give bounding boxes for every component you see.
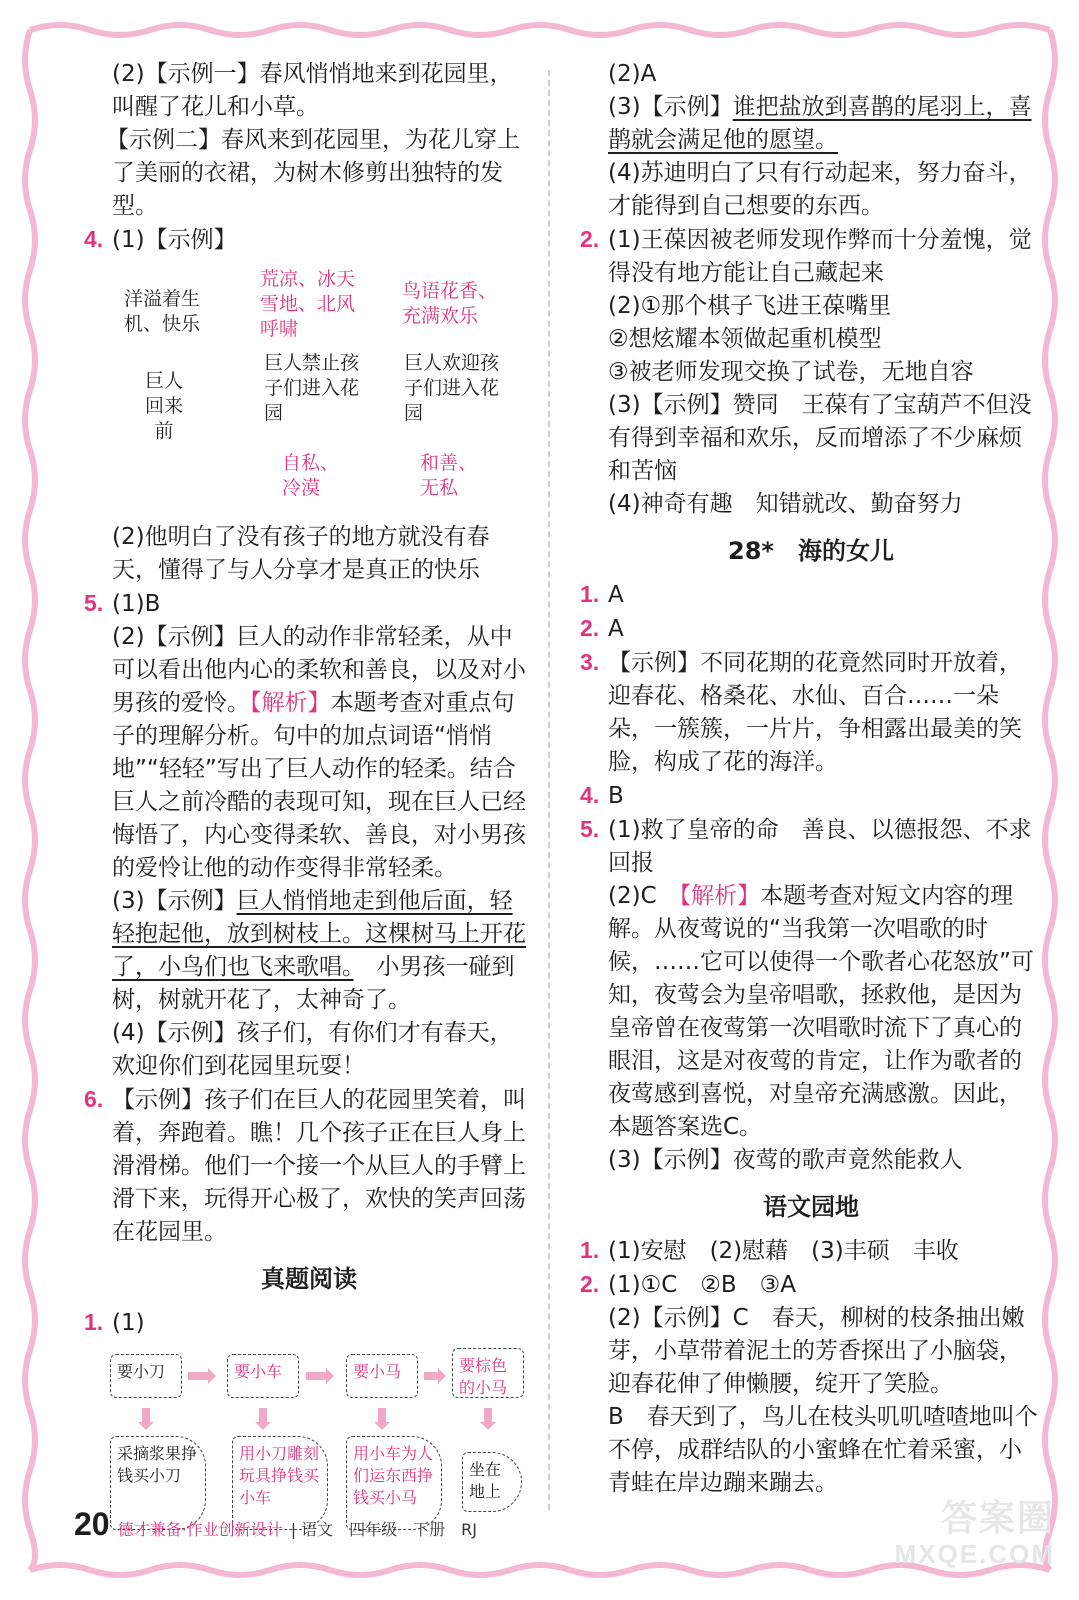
- answer-text: (1)①C ②B ③A: [608, 1272, 797, 1298]
- answer-text: (4)苏迪明白了只有行动起来，努力奋斗，才能得到自己想要的东西。: [608, 160, 1032, 219]
- question-1: [84, 1306, 534, 1340]
- answer-text: 【示例二】春风来到花园里，为花儿穿上了美丽的衣裙，为树木修剪出独特的发型。: [106, 127, 520, 219]
- question-number: 1.: [580, 1237, 600, 1263]
- answer-text: B: [608, 783, 624, 809]
- answer-text: 【示例】孩子们在巨人的花园里笑着，叫着，奔跑着。瞧！几个孩子正在巨人身上滑滑梯。他们一个接一个从巨人的手臂上滑下来，玩得开心极了，欢快的笑声回荡在花园里。: [112, 1087, 526, 1245]
- flow-box: 用小刀雕刻玩具挣钱买小车: [232, 1436, 328, 1530]
- question-number: 5.: [580, 816, 600, 842]
- question-3: [580, 646, 1042, 779]
- diagram-cell: 荒凉、冰天雪地、北风呼啸: [260, 268, 356, 340]
- answer-text: (2)A: [608, 61, 657, 87]
- answer-text: ③被老师发现交换了试卷，无地自容: [608, 359, 974, 385]
- question-1: [580, 1234, 1042, 1268]
- answer-text: (2)【示例】巨人的动作非常轻柔，从中可以看出他内心的柔软和善良，以及对小男孩的爱怜。: [112, 624, 526, 716]
- page-footer: [74, 1506, 477, 1546]
- question-number: 2.: [580, 1271, 600, 1297]
- question-number: 1.: [580, 581, 600, 607]
- answer-text: (1): [112, 1310, 145, 1336]
- underlined-text: 谁把盐放到喜鹊的尾羽上，喜鹊就会满足他的愿望。: [608, 94, 1032, 153]
- answer-text: [84, 621, 534, 885]
- question-2: [580, 223, 1042, 290]
- question-6: [84, 1083, 534, 1249]
- answer-text: [580, 91, 1042, 157]
- diagram-cell: 巨人回来前: [144, 370, 183, 442]
- question-number: 3.: [580, 649, 600, 675]
- diagram-cell: 自私、冷漠: [282, 452, 340, 499]
- question-number: 4.: [580, 782, 600, 808]
- answer-text: (4)【示例】孩子们，有你们才有春天，欢迎你们到花园里玩耍！: [112, 1020, 513, 1079]
- question-number: 4.: [84, 226, 104, 252]
- question-number: 2.: [580, 615, 600, 641]
- question-4: [84, 223, 534, 257]
- answer-text: 小男孩一碰到树，树就开花了，太神奇了。: [112, 954, 515, 1013]
- left-column: [84, 58, 534, 1546]
- question-5: [580, 813, 1042, 880]
- flow-box: 要小马: [346, 1354, 418, 1398]
- watermark-url: MXQE.COM: [894, 1539, 1055, 1569]
- answer-text: (3)【示例】夜莺的歌声竟然能救人: [608, 1147, 963, 1173]
- answer-text: (2)【示例一】春风悄悄地来到花园里，叫醒了花儿和小草。: [112, 61, 513, 120]
- column-divider: [548, 70, 550, 1510]
- answer-text: (2)【示例】C 春天，柳树的枝条抽出嫩芽，小草带着泥土的芳香探出了小脑袋，迎春花伸了伸懒腰，绽开了笑脸。: [608, 1305, 1025, 1397]
- diagram-cell: 巨人禁止孩子们进入花园: [264, 352, 360, 424]
- question-5: [84, 587, 534, 621]
- analysis-text: 本题考查对短文内容的理解。从夜莺说的“当我第一次唱歌的时候，……它可以使得一个歌者心花怒放”可知，夜莺会为皇帝唱歌，拯救他，是因为皇帝曾在夜莺第一次唱歌时流下了真心的眼泪，这是对夜莺的肯定，让作为歌者的夜莺感到喜悦，对皇帝充满感激。因此，本题答案选C。: [608, 883, 1034, 1140]
- answer-text: (1)B: [112, 591, 161, 617]
- analysis-tag: 【解析】: [250, 690, 331, 716]
- section-title: 真题阅读: [261, 1265, 357, 1293]
- question-number: 1.: [84, 1309, 104, 1335]
- mind-map-diagram: [84, 265, 534, 515]
- question-number: 6.: [84, 1086, 104, 1112]
- answer-text: (1)安慰 (2)慰藉 (3)丰硕 丰收: [608, 1238, 959, 1264]
- answer-text: (3)【示例】: [112, 888, 237, 914]
- answer-text: [580, 880, 1042, 1144]
- answer-text: (3)【示例】赞同 王葆有了宝葫芦不但没有得到幸福和欢乐，反而增添了不少麻烦和苦恼: [608, 392, 1032, 484]
- answer-text: (2)他明白了没有孩子的地方就没有春天，懂得了与人分享才是真正的快乐: [112, 524, 490, 583]
- answer-text: ②想炫耀本领做起重机模型: [608, 326, 882, 352]
- diagram-cell: 洋溢着生机、快乐: [124, 288, 201, 335]
- flow-box: 用小车为人们运东西挣钱买小马: [346, 1436, 442, 1530]
- question-number: 5.: [84, 590, 104, 616]
- section-title: 语文园地: [763, 1193, 859, 1221]
- flow-box: 要小刀: [110, 1354, 182, 1398]
- diagram-cell: 鸟语花香、充满欢乐: [402, 280, 498, 327]
- answer-text: A: [608, 582, 624, 608]
- analysis-text: 本题考查对重点句子的理解分析。句中的加点词语“悄悄地”“轻轻”写出了巨人动作的轻柔。结合巨人之前冷酷的表现可知，现在巨人已经悔悟了，内心变得柔软、善良，对小男孩的爱怜让他的动作变得非常轻柔。: [112, 690, 526, 881]
- brand-name: 德才兼备·作业创新设计: [117, 1520, 283, 1539]
- flow-box: 要小车: [227, 1354, 299, 1398]
- answer-text: (1)王葆因被老师发现作弊而十分羞愧，觉得没有地方能让自己藏起来: [608, 227, 1032, 286]
- watermark: [894, 1497, 1055, 1572]
- answer-text: B 春天到了，鸟儿在枝头叽叽喳喳地叫个不停，成群结队的小蜜蜂在忙着采蜜，小青蛙在岸边蹦来蹦去。: [608, 1404, 1038, 1496]
- question-2: [580, 612, 1042, 646]
- watermark-text: 答案圈: [940, 1497, 1055, 1538]
- answer-text: (1)救了皇帝的命 善良、以德报怨、不求回报: [608, 817, 1032, 876]
- question-4: [580, 779, 1042, 813]
- answer-text: A: [608, 616, 624, 642]
- question-number: 2.: [580, 226, 600, 252]
- answer-text: [84, 885, 534, 1017]
- page-number: 20: [74, 1506, 110, 1542]
- underlined-text: 巨人悄悄地走到他后面，轻轻抱起他，放到树枝上。这棵树马上开花了，小鸟们也飞来歌唱。: [112, 888, 526, 980]
- answer-text: (3)【示例】: [608, 94, 733, 120]
- diagram-cell: 和善、无私: [420, 452, 478, 499]
- analysis-tag: 【解析】: [679, 883, 761, 909]
- section-title: 28* 海的女儿: [728, 537, 894, 565]
- answer-text: (4)神奇有趣 知错就改、勤奋努力: [608, 491, 963, 517]
- flow-box: 采摘浆果挣钱买小刀: [110, 1436, 206, 1530]
- answer-text: (2)C: [608, 883, 657, 909]
- answer-text: (2)①那个棋子飞进王葆嘴里: [608, 293, 892, 319]
- book-meta: | 语文 四年级 下册 RJ: [290, 1520, 478, 1539]
- flow-box: 要棕色的小马: [452, 1348, 524, 1398]
- question-1: [580, 578, 1042, 612]
- diagram-cell: 巨人欢迎孩子们进入花园: [404, 352, 500, 424]
- flow-box: 坐在地上: [462, 1452, 522, 1512]
- answer-text: (1)【示例】: [112, 227, 237, 253]
- answer-text: 【示例】不同花期的花竟然同时开放着，迎春花、格桑花、水仙、百合……一朵朵，一簇簇，一片片，争相露出最美的笑脸，构成了花的海洋。: [608, 650, 1022, 775]
- question-2: [580, 1268, 1042, 1302]
- right-column: [580, 58, 1042, 1500]
